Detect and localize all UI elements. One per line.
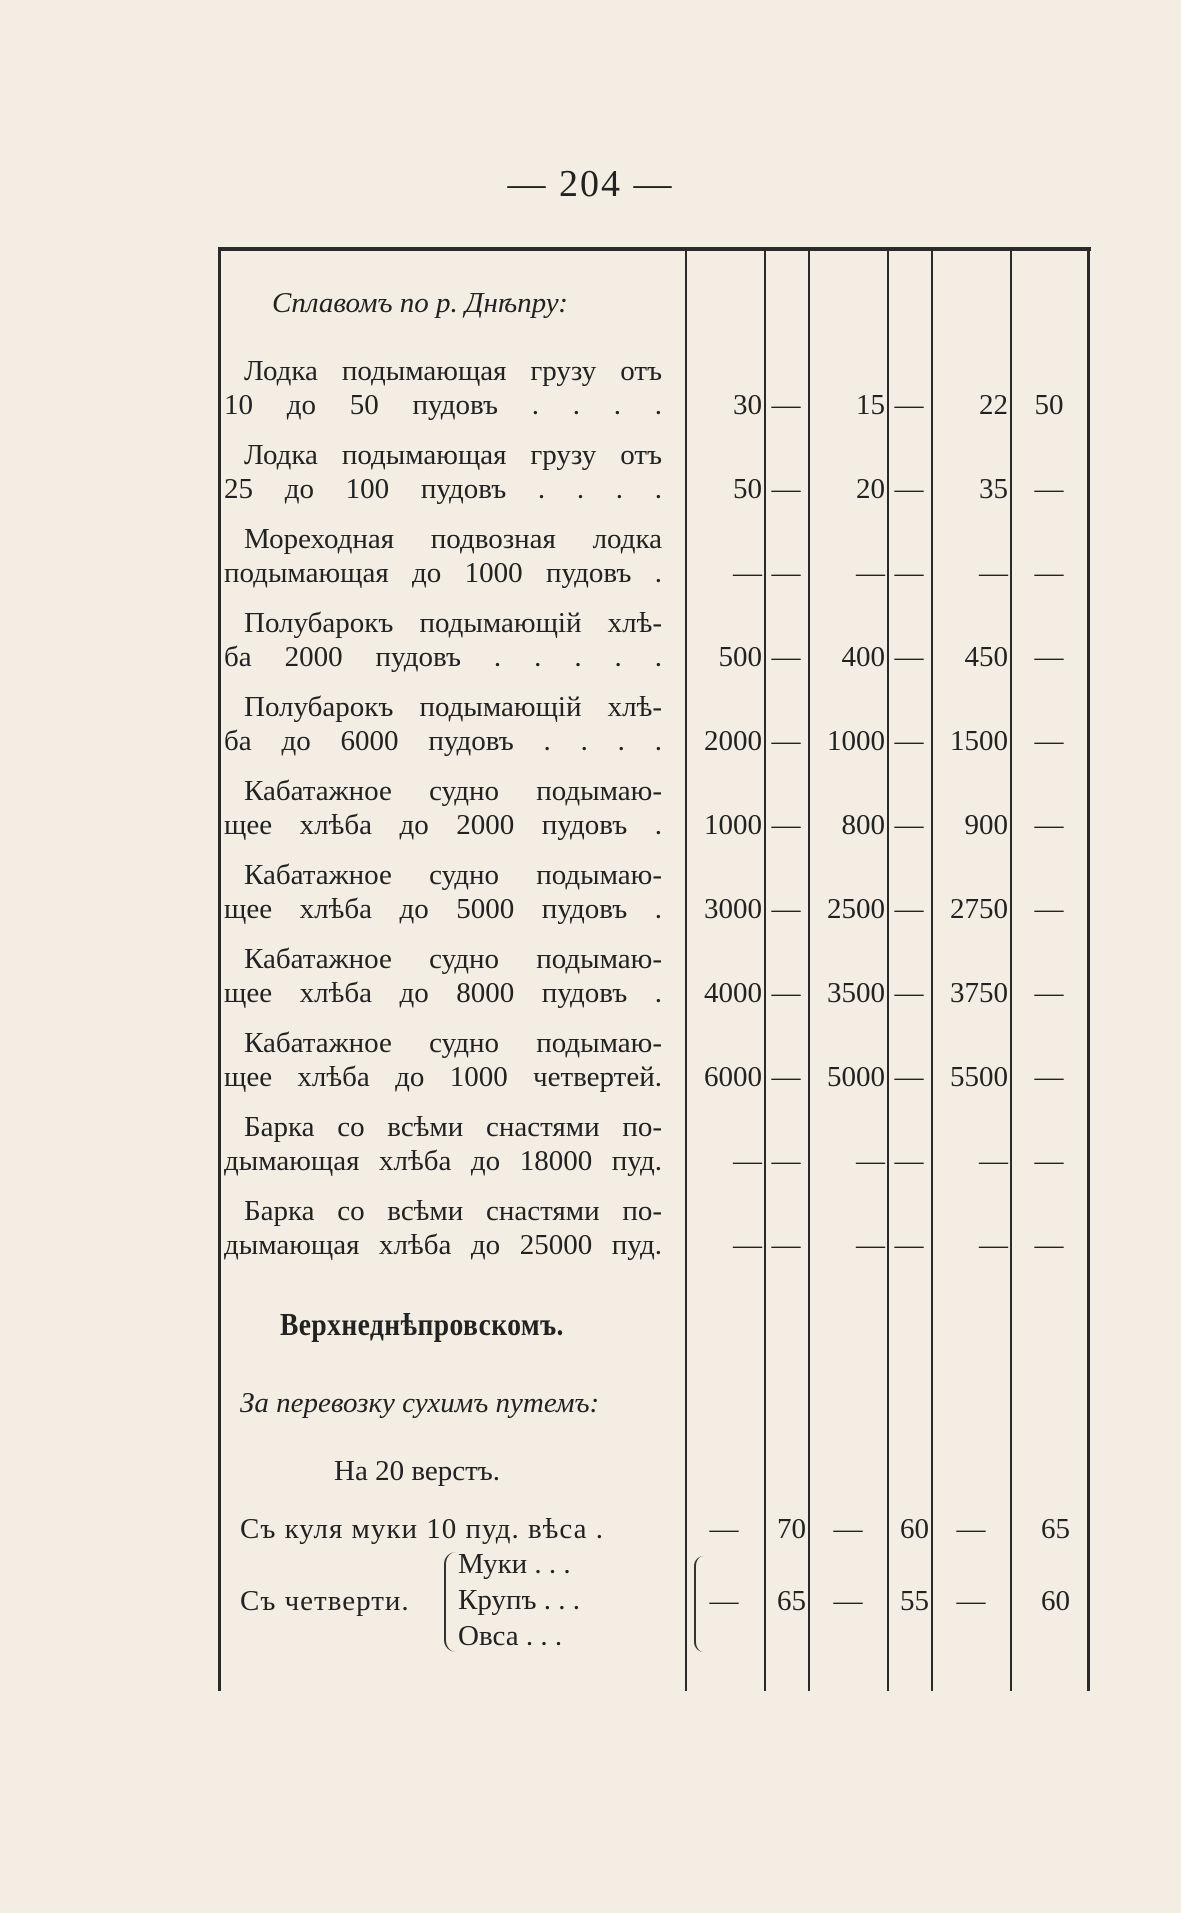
table-cell-c3: 900 bbox=[964, 809, 1008, 841]
row-line1: Барка со всѣми снастями по- bbox=[244, 1111, 662, 1143]
kul-row-label: Съ куля муки 10 пуд. вѣса . bbox=[240, 1513, 604, 1545]
row-line2: подымающая до 1000 пудовъ . bbox=[224, 557, 662, 589]
distance-label: На 20 верстъ. bbox=[334, 1455, 500, 1487]
table-cell-d1: — bbox=[771, 725, 801, 757]
row-line1: Кабатажное судно подымаю- bbox=[244, 859, 662, 891]
chetv-row-v2: 65 bbox=[777, 1585, 806, 1617]
row-line2: 10 до 50 пудовъ . . . . bbox=[224, 389, 662, 421]
kul-row-v2: 70 bbox=[777, 1513, 806, 1545]
table-row-description bbox=[224, 1110, 662, 1178]
table-cell-c1: 500 bbox=[718, 641, 762, 673]
table-cell-c4: — bbox=[1034, 1061, 1064, 1093]
table-row-description bbox=[224, 774, 662, 842]
chetv-row-v4: 55 bbox=[900, 1585, 929, 1617]
row-line2: 25 до 100 пудовъ . . . . bbox=[224, 473, 662, 505]
chetv-row-v5: — bbox=[956, 1585, 986, 1617]
table-cell-d2: — bbox=[894, 641, 924, 673]
table-cell-c4: — bbox=[1034, 977, 1064, 1009]
table-cell-c1: 1000 bbox=[704, 809, 762, 841]
kul-row-v3: — bbox=[833, 1513, 863, 1545]
table-cell-c4: 50 bbox=[1034, 389, 1064, 421]
table-row-description bbox=[224, 858, 662, 926]
section2-title: Верхнеднѣпровскомъ. bbox=[280, 1306, 564, 1342]
table-row-description bbox=[224, 438, 662, 506]
table-cell-c1: 4000 bbox=[704, 977, 762, 1009]
row-line2: дымающая хлѣба до 18000 пуд. bbox=[224, 1145, 662, 1177]
column-divider bbox=[887, 251, 889, 1691]
table-cell-d2: — bbox=[894, 725, 924, 757]
table-cell-c2: — bbox=[856, 1145, 885, 1177]
table-cell-c1: — bbox=[733, 1145, 762, 1177]
table-cell-d1: — bbox=[771, 389, 801, 421]
table-cell-c2: 1000 bbox=[827, 725, 885, 757]
section-heading: Сплавомъ по р. Днѣпру: bbox=[272, 287, 568, 319]
table-top-rule bbox=[218, 247, 1091, 251]
table-cell-d2: — bbox=[894, 473, 924, 505]
table-cell-c2: 2500 bbox=[827, 893, 885, 925]
table-cell-c2: — bbox=[856, 1229, 885, 1261]
column-divider bbox=[808, 251, 810, 1691]
table-cell-d2: — bbox=[894, 809, 924, 841]
table-cell-c1: 2000 bbox=[704, 725, 762, 757]
chetv-brace bbox=[444, 1552, 456, 1652]
table-cell-c3: 450 bbox=[964, 641, 1008, 673]
column-divider bbox=[931, 251, 933, 1691]
chetv-item: Овса . . . bbox=[458, 1620, 563, 1652]
table-cell-c1: 30 bbox=[733, 389, 762, 421]
table-cell-d1: — bbox=[771, 1061, 801, 1093]
table-cell-c2: — bbox=[856, 557, 885, 589]
table-row-description bbox=[224, 522, 662, 590]
table-cell-c4: — bbox=[1034, 1145, 1064, 1177]
kul-row-v4: 60 bbox=[900, 1513, 929, 1545]
page-number: — 204 — bbox=[507, 163, 674, 205]
table-cell-c4: — bbox=[1034, 641, 1064, 673]
table-left-border bbox=[218, 251, 221, 1691]
table-cell-c2: 3500 bbox=[827, 977, 885, 1009]
section2-subheading: За перевозку сухимъ путемъ: bbox=[240, 1387, 600, 1419]
table-cell-c1: 6000 bbox=[704, 1061, 762, 1093]
kul-row-v5: — bbox=[956, 1513, 986, 1545]
table-cell-d2: — bbox=[894, 893, 924, 925]
row-line2: ба 2000 пудовъ . . . . . bbox=[224, 641, 662, 673]
kul-row-v6: 65 bbox=[1041, 1513, 1070, 1545]
table-cell-c3: 3750 bbox=[950, 977, 1008, 1009]
table-cell-c4: — bbox=[1034, 557, 1064, 589]
kul-row-v1: — bbox=[709, 1513, 739, 1545]
table-cell-c3: 5500 bbox=[950, 1061, 1008, 1093]
row-line2: щее хлѣба до 2000 пудовъ . bbox=[224, 809, 662, 841]
row-line1: Лодка подымающая грузу отъ bbox=[244, 355, 662, 387]
table-cell-c3: 22 bbox=[979, 389, 1008, 421]
table-cell-c3: — bbox=[979, 1229, 1008, 1261]
row-line1: Мореходная подвозная лодка bbox=[244, 523, 662, 555]
table-cell-d1: — bbox=[771, 809, 801, 841]
table-row-description bbox=[224, 606, 662, 674]
table-cell-c1: 3000 bbox=[704, 893, 762, 925]
table-cell-d2: — bbox=[894, 557, 924, 589]
table-cell-d2: — bbox=[894, 1145, 924, 1177]
row-line1: Кабатажное судно подымаю- bbox=[244, 943, 662, 975]
table-row-description bbox=[224, 354, 662, 422]
chetv-row-v1: — bbox=[709, 1585, 739, 1617]
table-cell-c2: 15 bbox=[856, 389, 885, 421]
table-cell-c2: 20 bbox=[856, 473, 885, 505]
table-cell-c3: 2750 bbox=[950, 893, 1008, 925]
row-line2: дымающая хлѣба до 25000 пуд. bbox=[224, 1229, 662, 1261]
table-cell-d1: — bbox=[771, 557, 801, 589]
row-line2: щее хлѣба до 5000 пудовъ . bbox=[224, 893, 662, 925]
table-cell-d1: — bbox=[771, 977, 801, 1009]
row-line1: Полубарокъ подымающій хлѣ- bbox=[244, 607, 662, 639]
row-line1: Барка со всѣми снастями по- bbox=[244, 1195, 662, 1227]
chetv-item: Крупъ . . . bbox=[458, 1584, 580, 1616]
table-row-description bbox=[224, 690, 662, 758]
table-cell-c3: — bbox=[979, 1145, 1008, 1177]
row-line1: Кабатажное судно подымаю- bbox=[244, 1027, 662, 1059]
table-cell-c2: 5000 bbox=[827, 1061, 885, 1093]
table-cell-d2: — bbox=[894, 389, 924, 421]
chetv-row-v6: 60 bbox=[1041, 1585, 1070, 1617]
chetv-item: Муки . . . bbox=[458, 1548, 571, 1580]
table-cell-c4: — bbox=[1034, 725, 1064, 757]
row-line2: ба до 6000 пудовъ . . . . bbox=[224, 725, 662, 757]
table-cell-c3: 1500 bbox=[950, 725, 1008, 757]
table-cell-c1: — bbox=[733, 1229, 762, 1261]
table-row-description bbox=[224, 1194, 662, 1262]
table-cell-d1: — bbox=[771, 893, 801, 925]
column-divider bbox=[1010, 251, 1012, 1691]
table-cell-c3: 35 bbox=[979, 473, 1008, 505]
table-row-description bbox=[224, 1026, 662, 1094]
table-cell-c4: — bbox=[1034, 893, 1064, 925]
row-line1: Лодка подымающая грузу отъ bbox=[244, 439, 662, 471]
column-divider bbox=[764, 251, 766, 1691]
table-cell-c2: 400 bbox=[841, 641, 885, 673]
table-cell-d2: — bbox=[894, 1229, 924, 1261]
table-cell-c4: — bbox=[1034, 1229, 1064, 1261]
table-right-border bbox=[1087, 251, 1090, 1691]
table-cell-c3: — bbox=[979, 557, 1008, 589]
column-divider bbox=[685, 251, 687, 1691]
table-cell-d2: — bbox=[894, 1061, 924, 1093]
table-row-description bbox=[224, 942, 662, 1010]
row-line1: Полубарокъ подымающій хлѣ- bbox=[244, 691, 662, 723]
table-cell-d1: — bbox=[771, 641, 801, 673]
table-cell-c2: 800 bbox=[841, 809, 885, 841]
table-cell-c1: 50 bbox=[733, 473, 762, 505]
table-cell-d2: — bbox=[894, 977, 924, 1009]
chetv-row-label: Съ четверти. bbox=[240, 1585, 410, 1617]
row-line2: щее хлѣба до 8000 пудовъ . bbox=[224, 977, 662, 1009]
row-line1: Кабатажное судно подымаю- bbox=[244, 775, 662, 807]
row-line2: щее хлѣба до 1000 четвертей. bbox=[224, 1061, 662, 1093]
chetv-row-v3: — bbox=[833, 1585, 863, 1617]
table-cell-c4: — bbox=[1034, 809, 1064, 841]
table-cell-c1: — bbox=[733, 557, 762, 589]
table-cell-d1: — bbox=[771, 1229, 801, 1261]
table-cell-d1: — bbox=[771, 1145, 801, 1177]
table-cell-c4: — bbox=[1034, 473, 1064, 505]
table-cell-d1: — bbox=[771, 473, 801, 505]
